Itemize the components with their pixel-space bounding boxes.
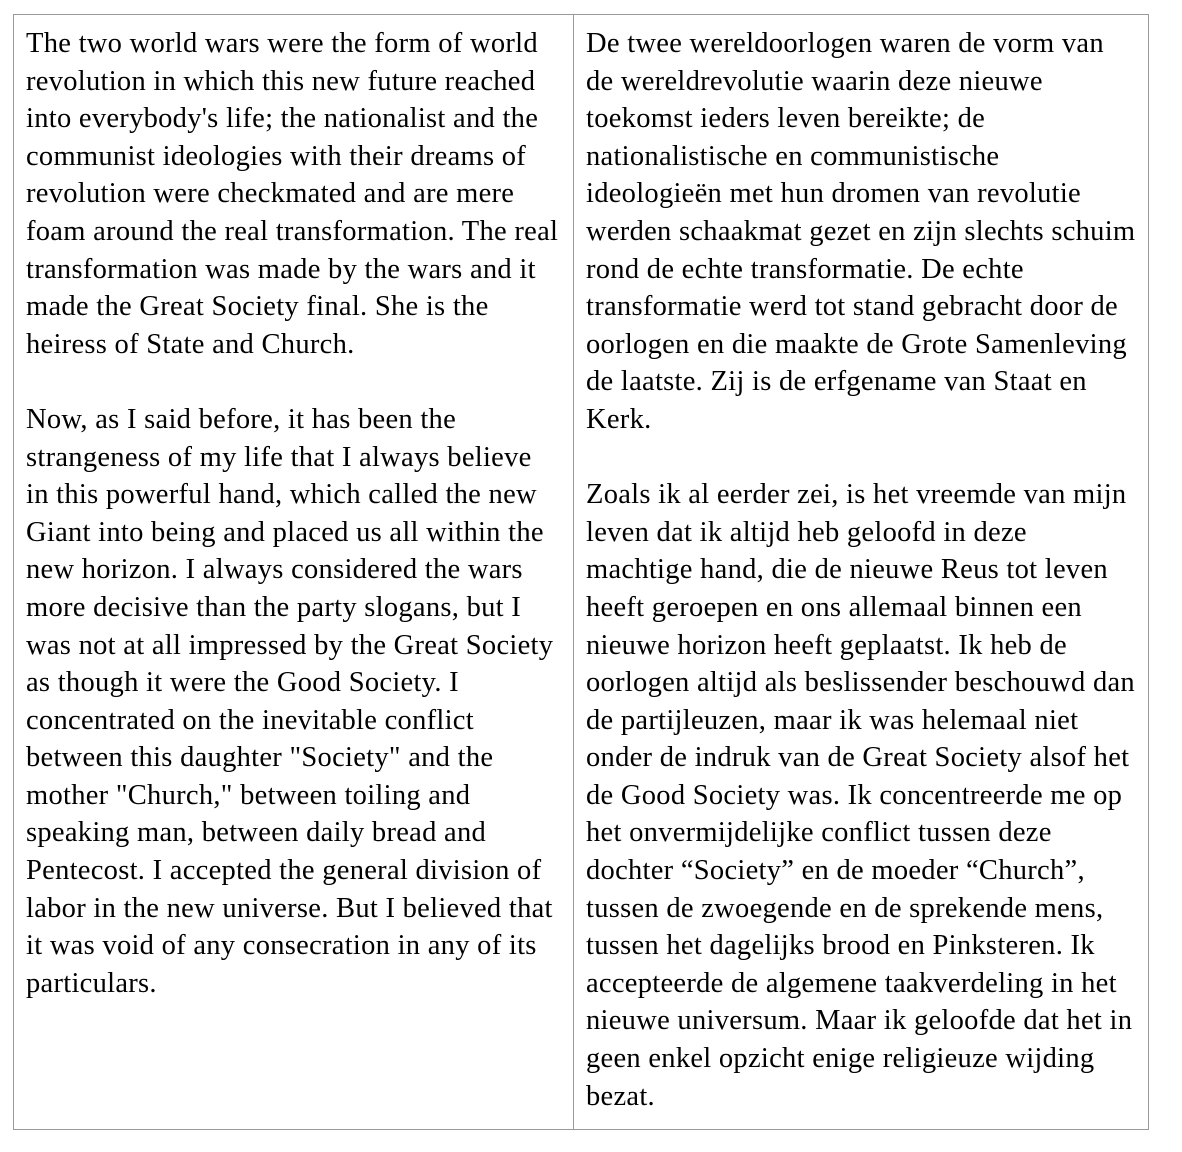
source-language-cell (14, 15, 574, 1130)
source-paragraph-1: The two world wars were the form of world revolution in which this new future reached into everybody's life; the nationalist and the communist ideologies with their dreams of revolution were checkmated and are mere foam around the real transformation. The real transformation was made by the wars and it made the Great Society final. She is the heiress of State and Church. (26, 28, 559, 360)
translation-table (13, 14, 1149, 1130)
source-paragraph-2: Now, as I said before, it has been the strangeness of my life that I always believe in this powerful hand, which called the new Giant into being and placed us all within the new horizon. I always considered the wars more decisive than the party slogans, but I was not at all impressed by the Great Society as though it were the Good Society. I concentrated on the inevitable conflict between this daughter "Society" and the mother "Church," between toiling and speaking man, between daily bread and Pentecost. I accepted the general division of labor in the new universe. But I believed that it was void of any consecration in any of its particulars. (26, 403, 554, 999)
table-body (14, 15, 1149, 1130)
target-paragraph-1: De twee wereldoorlogen waren de vorm van de wereldrevolutie waarin deze nieuwe toekomst ieders leven bereikte; de nationalistische en communistische ideologieën met hun dromen van revolutie werden schaakmat gezet en zijn slechts schuim rond de echte transformatie. De echte transformatie werd tot stand gebracht door de oorlogen en die maakte de Grote Samenleving de laatste. Zij is de erfgename van Staat en Kerk. (586, 28, 1136, 435)
table-row (14, 15, 1149, 1130)
target-language-cell (574, 15, 1149, 1130)
target-paragraph-2: Zoals ik al eerder zei, is het vreemde van mijn leven dat ik altijd heb geloofd in deze machtige hand, die de nieuwe Reus tot leven heeft geroepen en ons allemaal binnen een nieuwe horizon heeft geplaatst. Ik heb de oorlogen altijd als beslissender beschouwd dan de partijleuzen, maar ik was helemaal niet onder de indruk van de Great Society alsof het de Good Society was. Ik concentreerde me op het onvermijdelijke conflict tussen deze dochter “Society” en de moeder “Church”, tussen de zwoegende en de sprekende mens, tussen het dagelijks brood en Pinksteren. Ik accepteerde de algemene taakverdeling in het nieuwe universum. Maar ik geloofde dat het in geen enkel opzicht enige religieuze wijding bezat. (586, 479, 1135, 1112)
